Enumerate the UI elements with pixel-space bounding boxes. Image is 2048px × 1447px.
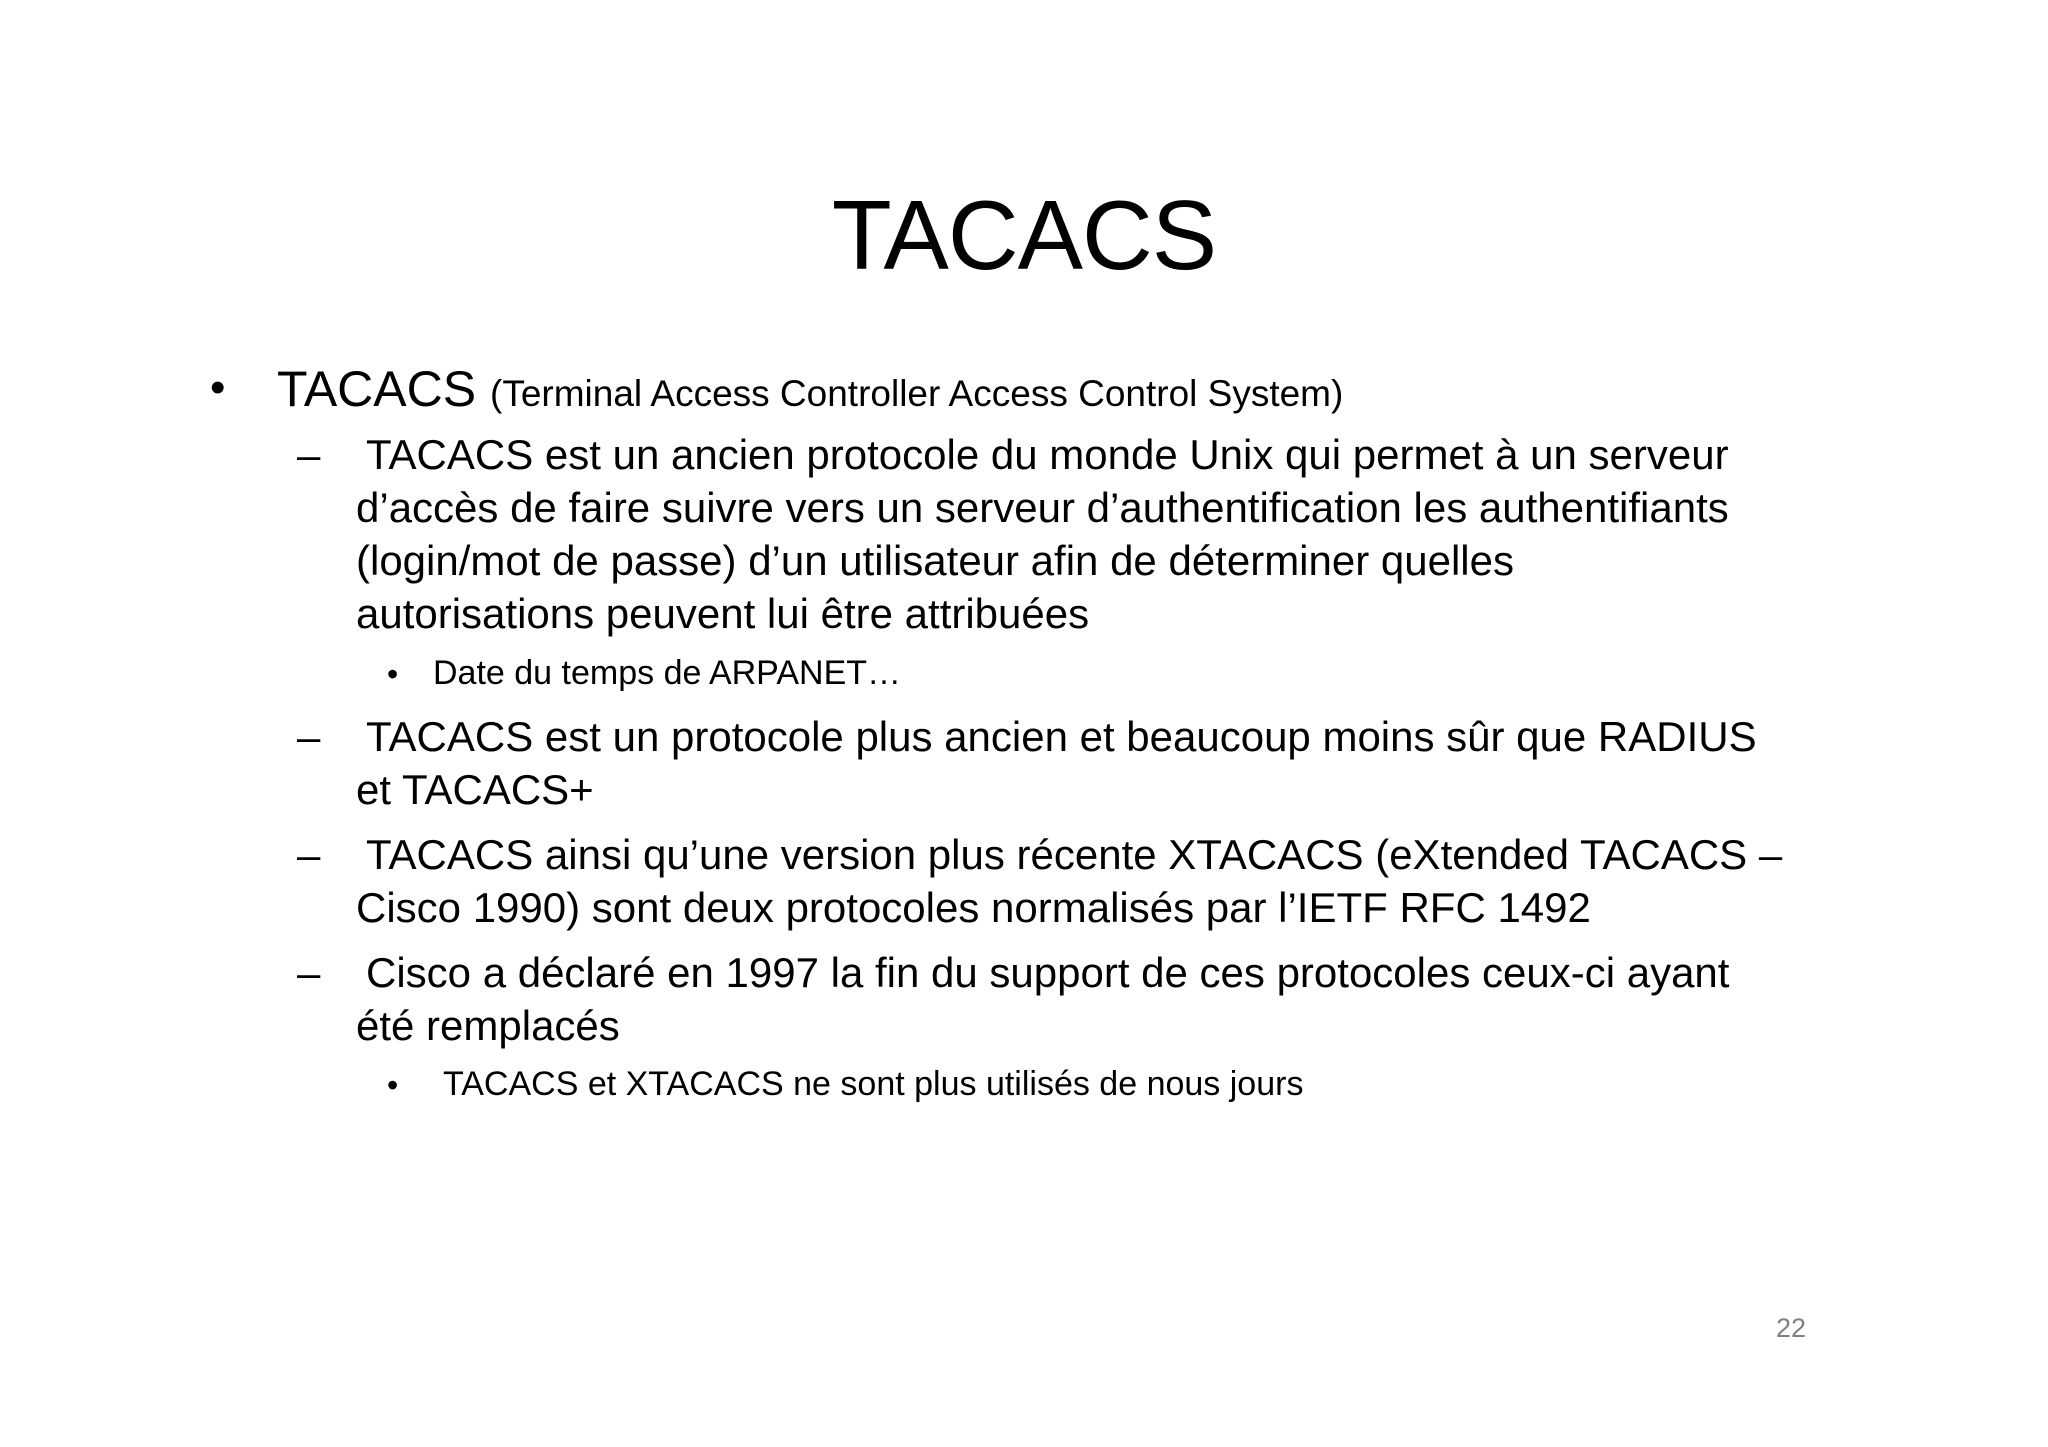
bullet-term: TACACS [277,361,477,417]
sub-bullet-text: Date du temps de ARPANET… [433,654,902,692]
list-item-line: d’accès de faire suivre vers un serveur d’authentification les authentifiants [356,484,1729,531]
list-item [356,946,1856,1052]
list-item-line: et TACACS+ [356,766,594,813]
list-item-line: (login/mot de passe) d’un utilisateur afin de déterminer quelles [356,537,1514,584]
list-item-line: autorisations peuvent lui être attribuées [356,590,1090,637]
dash-marker: – [297,949,321,996]
bullet-expansion: (Terminal Access Controller Access Control System) [490,373,1344,414]
sub-bullet-text: TACACS et XTACACS ne sont plus utilisés de nous jours [443,1065,1304,1103]
list-item [356,428,1856,640]
list-item-line: été remplacés [356,1002,620,1049]
bullet-heading [277,358,1343,425]
sub-bullet-marker: • [387,1067,399,1103]
list-item-line: Cisco 1990) sont deux protocoles normalisés par l’IETF RFC 1492 [356,884,1591,931]
dash-marker: – [297,831,321,878]
bullet-marker: • [210,363,226,412]
page-number: 22 [1775,1313,1806,1343]
list-item-line: TACACS est un ancien protocole du monde Unix qui permet à un serveur [366,431,1729,478]
list-item-line: TACACS est un protocole plus ancien et beaucoup moins sûr que RADIUS [366,713,1757,760]
list-item [356,828,1856,934]
list-item [356,710,1856,816]
dash-marker: – [297,431,321,478]
list-item-line: TACACS ainsi qu’une version plus récente XTACACS (eXtended TACACS – [366,831,1783,878]
slide-title: TACACS [831,180,1217,290]
list-item-line: Cisco a déclaré en 1997 la fin du support de ces protocoles ceux-ci ayant [366,949,1730,996]
sub-bullet-marker: • [387,656,399,692]
dash-marker: – [297,713,321,760]
